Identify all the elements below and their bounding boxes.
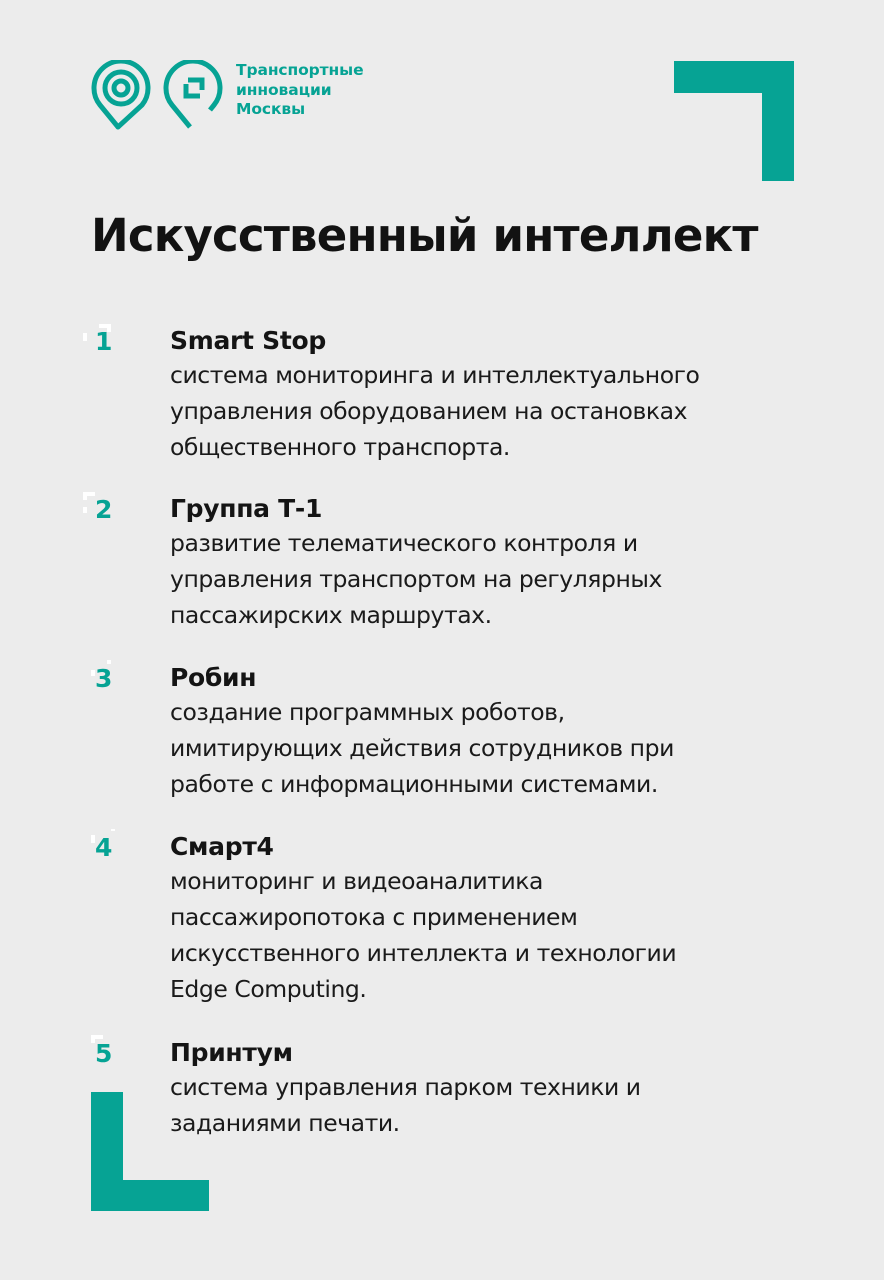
item-number-badge: [82, 829, 122, 869]
logo-line-1: Транспортные: [236, 61, 364, 79]
logo-mark-icon: [90, 60, 230, 132]
item-number-badge: [82, 660, 122, 700]
item-description: [170, 694, 830, 802]
description-line: общественного транспорта.: [170, 433, 510, 461]
logo: [90, 60, 390, 132]
description-line: управления оборудованием на остановках: [170, 397, 688, 425]
description-line: Edge Computing.: [170, 975, 367, 1003]
description-line: заданиями печати.: [170, 1109, 400, 1137]
logo-line-3: Москвы: [236, 100, 306, 118]
item-number: 2: [95, 495, 113, 524]
item-number-badge: [82, 323, 122, 363]
description-line: мониторинг и видеоаналитика: [170, 867, 543, 895]
top-right-corner-decoration: [674, 61, 794, 181]
description-line: создание программных роботов,: [170, 698, 565, 726]
item-title: Smart Stop: [170, 326, 326, 355]
description-line: пассажиропотока с применением: [170, 903, 578, 931]
item-title: Робин: [170, 663, 257, 692]
logo-line-2: инновации: [236, 80, 332, 99]
description-line: искусственного интеллекта и технологии: [170, 939, 677, 967]
item-description: [170, 1069, 830, 1141]
description-line: развитие телематического контроля и: [170, 529, 638, 557]
description-line: система мониторинга и интеллектуального: [170, 361, 700, 389]
item-number: 3: [95, 664, 113, 693]
item-title: Смарт4: [170, 832, 274, 861]
description-line: управления транспортом на регулярных: [170, 565, 662, 593]
item-number: 1: [95, 327, 113, 356]
item-title: Группа Т-1: [170, 494, 323, 523]
description-line: пассажирских маршрутах.: [170, 601, 492, 629]
description-line: система управления парком техники и: [170, 1073, 641, 1101]
item-description: [170, 357, 830, 465]
item-title: Принтум: [170, 1038, 293, 1067]
item-number-badge: [82, 491, 122, 531]
item-number: 5: [95, 1039, 113, 1068]
description-line: работе с информационными системами.: [170, 770, 658, 798]
page-title: Искусственный интеллект: [91, 209, 758, 262]
item-number-badge: [82, 1035, 122, 1075]
item-number: 4: [95, 833, 113, 862]
description-line: имитирующих действия сотрудников при: [170, 734, 674, 762]
item-description: [170, 525, 830, 633]
logo-text: [236, 61, 364, 120]
item-description: [170, 863, 830, 1007]
